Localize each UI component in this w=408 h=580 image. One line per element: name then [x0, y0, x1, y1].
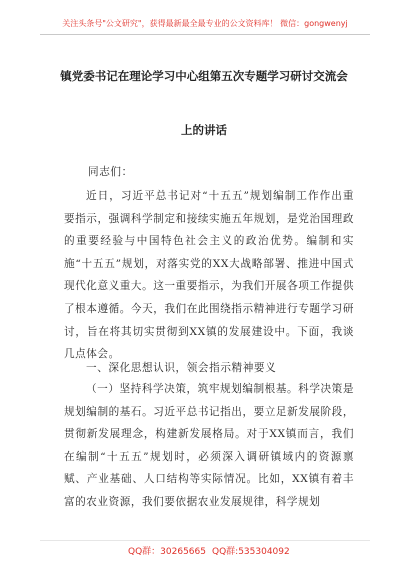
document-title-line-1: 镇党委书记在理论学习中心组第五次专题学习研讨交流会 [60, 69, 348, 83]
footer [0, 540, 408, 564]
paragraph-section-1: （一）坚持科学决策，筑牢规划编制根基。科学决策是规划编制的基石。习近平总书记指出，要立足新发展阶段，贯彻新发展理念，构建新发展格局。对于XX镇而言，我们在编制“十五五”规划时，必须深入调研镇域内的资源禀赋、产业基础、人口结构等实际情况。比如，XX镇有着丰富的农业资源，我们要依据农业发展规律，科学规划 [64, 383, 354, 508]
section-heading: 一、深化思想认识，领会指示精神要义 [86, 362, 277, 374]
paragraph-intro: 近日，习近平总书记对“十五五”规划编制工作作出重要指示，强调科学制定和接续实施五年规划，是党治国理政的重要经验与中国特色社会主义的政治优势。编制和实施“十五五”规划，对落实党的XX大战略部署、推进中国式现代化意义重大。这一重要指示，为我们开展各项工作提供了根本遵循。今天，我们在此围绕指示精神进行专题学习研讨，旨在将其切实贯彻到XX镇的发展建设中。下面，我谈几点体会。 [64, 190, 354, 361]
footer-qq-group-2: QQ群:535304092 [212, 547, 290, 557]
salutation: 同志们： [88, 166, 133, 178]
footer-qq-group-1: QQ群：30265665 [128, 547, 206, 557]
footer-divider [40, 540, 370, 541]
document-title-line-2: 上的讲话 [181, 123, 227, 137]
header-banner: 关注头条号"公文研究"，获得最新最全最专业的公文资料库！ 微信：gongwenyj [40, 14, 370, 35]
